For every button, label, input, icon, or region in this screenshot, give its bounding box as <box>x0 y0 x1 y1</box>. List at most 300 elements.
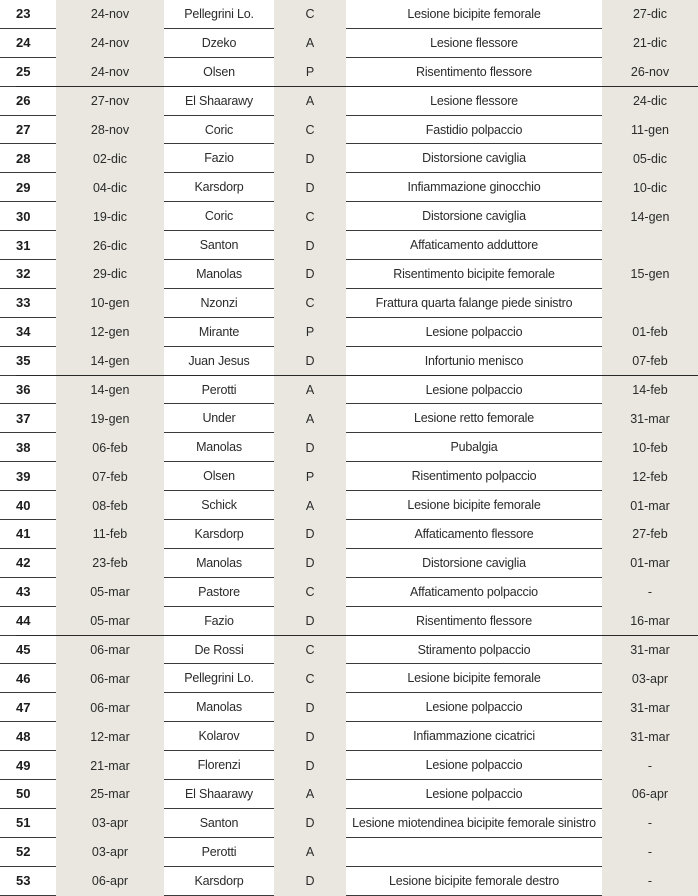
injury-description <box>346 751 602 780</box>
player-name <box>164 404 274 433</box>
injury-date-text: 03-apr <box>91 845 129 860</box>
player-role-text: C <box>305 209 315 224</box>
injury-description <box>346 809 602 838</box>
injury-description-text: Lesione flessore <box>430 35 518 50</box>
return-date <box>602 693 698 722</box>
player-name-text: Karsdorp <box>194 873 244 888</box>
row-number <box>0 462 56 491</box>
table-row <box>0 693 698 722</box>
return-date <box>602 173 698 202</box>
injury-date <box>56 809 164 838</box>
injury-description-text: Risentimento flessore <box>416 613 532 628</box>
player-name <box>164 87 274 116</box>
return-date-text: - <box>647 816 653 831</box>
table-row <box>0 549 698 578</box>
return-date-text: 21-dic <box>632 36 668 51</box>
player-name-text: Juan Jesus <box>188 353 250 368</box>
injury-description-text: Lesione bicipite femorale <box>407 6 541 21</box>
return-date <box>602 404 698 433</box>
player-name <box>164 144 274 173</box>
player-role-text: D <box>305 354 315 369</box>
row-number <box>0 491 56 520</box>
player-name-text: Kolarov <box>198 729 240 744</box>
injury-date-text: 12-gen <box>90 325 130 340</box>
player-name <box>164 260 274 289</box>
injury-description <box>346 260 602 289</box>
row-number <box>0 260 56 289</box>
row-number-text: 43 <box>16 584 31 600</box>
return-date-text: 01-feb <box>632 325 668 340</box>
table-row <box>0 318 698 347</box>
player-role <box>274 693 346 722</box>
player-role-text: C <box>305 585 315 600</box>
row-number-text: 29 <box>16 179 31 195</box>
injury-date <box>56 838 164 867</box>
return-date-text: 27-dic <box>632 7 668 22</box>
row-number-text: 49 <box>16 757 31 773</box>
player-role <box>274 289 346 318</box>
injury-date <box>56 260 164 289</box>
table-row <box>0 809 698 838</box>
return-date-text: 31-mar <box>630 643 670 658</box>
player-name-text: Florenzi <box>197 758 241 773</box>
return-date <box>602 780 698 809</box>
player-role-text: C <box>305 643 315 658</box>
row-number <box>0 289 56 318</box>
row-number-text: 40 <box>16 497 31 513</box>
row-number-text: 46 <box>16 670 31 686</box>
player-name-text: Perotti <box>201 844 237 859</box>
return-date <box>602 607 698 636</box>
table-row <box>0 376 698 405</box>
row-number <box>0 404 56 433</box>
return-date <box>602 722 698 751</box>
player-role <box>274 404 346 433</box>
row-number <box>0 58 56 87</box>
injury-date <box>56 231 164 260</box>
player-name-text: Coric <box>204 122 234 137</box>
player-name-text: Perotti <box>201 382 237 397</box>
injury-description-text: Affaticamento flessore <box>414 526 534 541</box>
injury-date-text: 28-nov <box>90 123 130 137</box>
return-date <box>602 144 698 173</box>
player-name-text: Nzonzi <box>200 295 238 310</box>
injury-date <box>56 376 164 405</box>
row-number-text: 48 <box>16 728 31 744</box>
player-role-text: D <box>305 527 315 542</box>
player-name <box>164 867 274 896</box>
row-number-text: 25 <box>16 64 31 80</box>
injury-description <box>346 87 602 116</box>
player-name-text: De Rossi <box>194 642 244 657</box>
row-number <box>0 173 56 202</box>
table-row <box>0 173 698 202</box>
injury-description <box>346 491 602 520</box>
player-name-text: Dzeko <box>201 35 237 50</box>
injury-description-text: Lesione bicipite femorale <box>407 498 541 513</box>
player-role-text: P <box>305 325 315 340</box>
row-number <box>0 664 56 693</box>
injury-description <box>346 0 602 29</box>
injury-description <box>346 722 602 751</box>
return-date <box>602 578 698 607</box>
player-name <box>164 347 274 376</box>
player-role-text: A <box>305 383 315 398</box>
table-row <box>0 347 698 376</box>
table-row <box>0 636 698 665</box>
injury-description <box>346 347 602 376</box>
row-number <box>0 636 56 665</box>
player-name <box>164 318 274 347</box>
table-row <box>0 260 698 289</box>
injury-date <box>56 607 164 636</box>
player-name-text: Pellegrini Lo. <box>184 671 254 686</box>
player-name-text: Fazio <box>204 151 234 166</box>
row-number <box>0 549 56 578</box>
injury-description-text: Distorsione caviglia <box>422 555 526 570</box>
row-number <box>0 0 56 29</box>
row-number-text: 37 <box>16 410 31 426</box>
injury-date <box>56 347 164 376</box>
injury-date <box>56 58 164 87</box>
injury-description-text: Lesione bicipite femorale <box>407 671 541 686</box>
injury-date <box>56 318 164 347</box>
injury-date-text: 14-gen <box>90 354 130 369</box>
row-number-text: 23 <box>16 6 31 22</box>
row-number <box>0 29 56 58</box>
row-number-text: 36 <box>16 382 31 398</box>
row-number-text: 50 <box>16 786 31 802</box>
return-date <box>602 318 698 347</box>
player-role <box>274 491 346 520</box>
return-date-text: 27-feb <box>632 527 668 542</box>
player-role <box>274 0 346 29</box>
return-date <box>602 636 698 665</box>
injury-description <box>346 462 602 491</box>
injury-date-text: 29-dic <box>92 267 128 282</box>
row-number-text: 27 <box>16 122 31 137</box>
row-number <box>0 722 56 751</box>
row-number-text: 28 <box>16 150 31 166</box>
row-number <box>0 809 56 838</box>
row-number-text: 24 <box>16 35 31 51</box>
row-number-text: 51 <box>16 815 31 831</box>
injury-date-text: 24-nov <box>90 36 130 51</box>
return-date-text: 14-feb <box>632 383 668 398</box>
return-date <box>602 867 698 896</box>
player-role <box>274 58 346 87</box>
row-number <box>0 838 56 867</box>
player-name <box>164 664 274 693</box>
return-date-text: 01-mar <box>630 498 670 513</box>
player-name-text: Santon <box>199 238 239 253</box>
player-role-text: D <box>305 758 315 773</box>
return-date <box>602 289 698 318</box>
injury-date-text: 24-nov <box>90 7 130 22</box>
row-number-text: 34 <box>16 324 31 340</box>
player-role <box>274 173 346 202</box>
player-name-text: Manolas <box>196 700 242 715</box>
injury-description-text: Distorsione caviglia <box>422 209 526 224</box>
row-number-text: 41 <box>16 526 31 542</box>
player-role-text: D <box>305 180 315 195</box>
player-role-text: D <box>305 556 315 571</box>
return-date-text: 11-gen <box>631 123 669 137</box>
return-date <box>602 231 698 260</box>
player-role <box>274 347 346 376</box>
return-date-text: 05-dic <box>632 151 668 166</box>
injury-date <box>56 404 164 433</box>
player-role-text: C <box>305 296 315 311</box>
return-date <box>602 751 698 780</box>
injury-date-text: 06-mar <box>90 643 130 658</box>
table-row <box>0 607 698 636</box>
row-number-text: 39 <box>16 468 31 484</box>
injury-description <box>346 693 602 722</box>
row-number <box>0 231 56 260</box>
table-row <box>0 491 698 520</box>
table-row <box>0 578 698 607</box>
injury-description <box>346 664 602 693</box>
table-row <box>0 0 698 29</box>
injury-date <box>56 462 164 491</box>
injury-date <box>56 780 164 809</box>
injury-date <box>56 636 164 665</box>
player-role <box>274 636 346 665</box>
return-date <box>602 491 698 520</box>
player-role-text: P <box>305 65 315 80</box>
player-role <box>274 722 346 751</box>
player-name-text: Fazio <box>204 613 234 628</box>
player-name <box>164 29 274 58</box>
injury-description-text: Pubalgia <box>450 440 498 455</box>
return-date-text: 10-dic <box>632 180 668 195</box>
table-row <box>0 462 698 491</box>
return-date-text: 14-gen <box>630 209 670 224</box>
player-role <box>274 607 346 636</box>
player-name <box>164 549 274 578</box>
row-number-text: 53 <box>16 873 31 889</box>
player-name <box>164 780 274 809</box>
table-row <box>0 116 698 145</box>
player-name <box>164 173 274 202</box>
injury-description-text: Infortunio menisco <box>424 353 524 368</box>
table-row <box>0 867 698 896</box>
player-role <box>274 549 346 578</box>
injury-date <box>56 116 164 145</box>
injury-description <box>346 376 602 405</box>
return-date <box>602 260 698 289</box>
player-name-text: Karsdorp <box>194 180 244 195</box>
player-name-text: Pastore <box>198 584 240 599</box>
row-number-text: 45 <box>16 642 31 658</box>
injury-description <box>346 231 602 260</box>
injury-date <box>56 664 164 693</box>
row-number-text: 26 <box>16 93 31 109</box>
return-date-text: 03-apr <box>631 671 669 686</box>
return-date <box>602 202 698 231</box>
return-date-text: 31-mar <box>630 729 670 744</box>
return-date <box>602 433 698 462</box>
player-name-text: Pellegrini Lo. <box>184 6 254 21</box>
row-number-text: 44 <box>16 613 31 629</box>
injury-description-text: Affaticamento polpaccio <box>410 584 538 599</box>
player-role-text: A <box>305 94 315 109</box>
injury-description <box>346 404 602 433</box>
table-row <box>0 87 698 116</box>
injury-description <box>346 58 602 87</box>
row-number-text: 33 <box>16 295 31 311</box>
return-date-text: - <box>647 758 653 773</box>
player-name <box>164 520 274 549</box>
injury-date-text: 05-mar <box>90 614 130 629</box>
injury-date-text: 07-feb <box>92 469 128 484</box>
player-role-text: D <box>305 614 315 629</box>
injury-date-text: 24-nov <box>90 65 130 80</box>
table-row <box>0 289 698 318</box>
player-role-text: A <box>305 845 315 860</box>
injury-description <box>346 607 602 636</box>
player-name <box>164 0 274 29</box>
injury-description <box>346 838 602 867</box>
injury-date <box>56 144 164 173</box>
player-name <box>164 578 274 607</box>
injury-description <box>346 318 602 347</box>
player-name <box>164 491 274 520</box>
injury-date-text: 12-mar <box>90 729 130 744</box>
injury-date <box>56 693 164 722</box>
player-name <box>164 231 274 260</box>
injury-description-text: Distorsione caviglia <box>422 151 526 166</box>
injury-date <box>56 867 164 896</box>
player-role-text: C <box>305 123 315 137</box>
player-name-text: Olsen <box>203 469 235 484</box>
injury-date-text: 25-mar <box>90 787 130 802</box>
injury-description-text: Lesione polpaccio <box>425 324 523 339</box>
injury-date-text: 23-feb <box>92 556 128 571</box>
injury-description-text: Risentimento flessore <box>416 64 532 79</box>
player-role <box>274 462 346 491</box>
return-date-text: 10-feb <box>632 440 668 455</box>
return-date-text: 01-mar <box>630 556 670 571</box>
injury-description <box>346 549 602 578</box>
row-number <box>0 376 56 405</box>
injury-description <box>346 578 602 607</box>
row-number-text: 30 <box>16 208 31 224</box>
player-name-text: Karsdorp <box>194 526 244 541</box>
player-role <box>274 29 346 58</box>
injury-description <box>346 433 602 462</box>
table-row <box>0 202 698 231</box>
injury-description <box>346 289 602 318</box>
injury-date-text: 04-dic <box>92 180 128 195</box>
player-role <box>274 809 346 838</box>
player-role <box>274 578 346 607</box>
injury-description-text: Lesione miotendinea bicipite femorale sinistro <box>352 815 596 830</box>
player-name <box>164 116 274 145</box>
injury-date-text: 06-apr <box>91 874 129 889</box>
row-number <box>0 347 56 376</box>
return-date-text: 07-feb <box>632 354 668 369</box>
table-row <box>0 58 698 87</box>
injury-description <box>346 116 602 145</box>
row-number <box>0 520 56 549</box>
row-number <box>0 751 56 780</box>
injury-date <box>56 549 164 578</box>
injury-description-text: Lesione polpaccio <box>425 382 523 397</box>
injury-description-text: Affaticamento adduttore <box>410 238 538 253</box>
player-role-text: D <box>305 729 315 744</box>
injury-description-text: Lesione polpaccio <box>425 786 523 801</box>
injury-description-text: Risentimento polpaccio <box>411 469 537 484</box>
injury-date <box>56 751 164 780</box>
player-name <box>164 462 274 491</box>
return-date <box>602 838 698 867</box>
injury-description <box>346 520 602 549</box>
player-role-text: A <box>305 411 315 426</box>
injury-description <box>346 780 602 809</box>
return-date-text: 06-apr <box>631 787 669 802</box>
player-role <box>274 116 346 145</box>
player-name <box>164 202 274 231</box>
player-name <box>164 751 274 780</box>
injury-date <box>56 29 164 58</box>
player-role <box>274 751 346 780</box>
player-name <box>164 693 274 722</box>
table-row <box>0 520 698 549</box>
injury-description-text: Risentimento bicipite femorale <box>393 266 555 281</box>
player-name-text: Under <box>202 411 236 426</box>
return-date <box>602 549 698 578</box>
return-date <box>602 664 698 693</box>
injury-description <box>346 29 602 58</box>
player-name <box>164 722 274 751</box>
player-name-text: Coric <box>204 209 234 224</box>
player-role <box>274 231 346 260</box>
return-date-text: 31-mar <box>630 700 670 715</box>
return-date-text: 26-nov <box>630 65 670 80</box>
injury-date <box>56 722 164 751</box>
return-date <box>602 0 698 29</box>
injury-date-text: 05-mar <box>90 585 130 600</box>
row-number <box>0 87 56 116</box>
row-number-text: 38 <box>16 439 31 455</box>
injury-date <box>56 0 164 29</box>
injury-date-text: 19-gen <box>90 411 130 426</box>
player-role <box>274 520 346 549</box>
return-date <box>602 376 698 405</box>
injury-date-text: 21-mar <box>90 758 130 773</box>
row-number-text: 35 <box>16 353 31 369</box>
injury-description-text: Infiammazione ginocchio <box>407 180 541 195</box>
player-role <box>274 664 346 693</box>
injury-date <box>56 202 164 231</box>
table-row <box>0 838 698 867</box>
player-role <box>274 144 346 173</box>
row-number <box>0 433 56 462</box>
player-name <box>164 433 274 462</box>
return-date-text: 16-mar <box>630 614 670 629</box>
injury-description-text: Stiramento polpaccio <box>417 642 531 657</box>
injury-description-text: Lesione bicipite femorale destro <box>388 873 560 888</box>
return-date-text: - <box>647 845 653 860</box>
player-role-text: D <box>305 238 315 253</box>
player-role-text: D <box>305 874 315 889</box>
table-row <box>0 231 698 260</box>
injury-description <box>346 867 602 896</box>
player-name <box>164 376 274 405</box>
player-name-text: Olsen <box>203 64 235 79</box>
